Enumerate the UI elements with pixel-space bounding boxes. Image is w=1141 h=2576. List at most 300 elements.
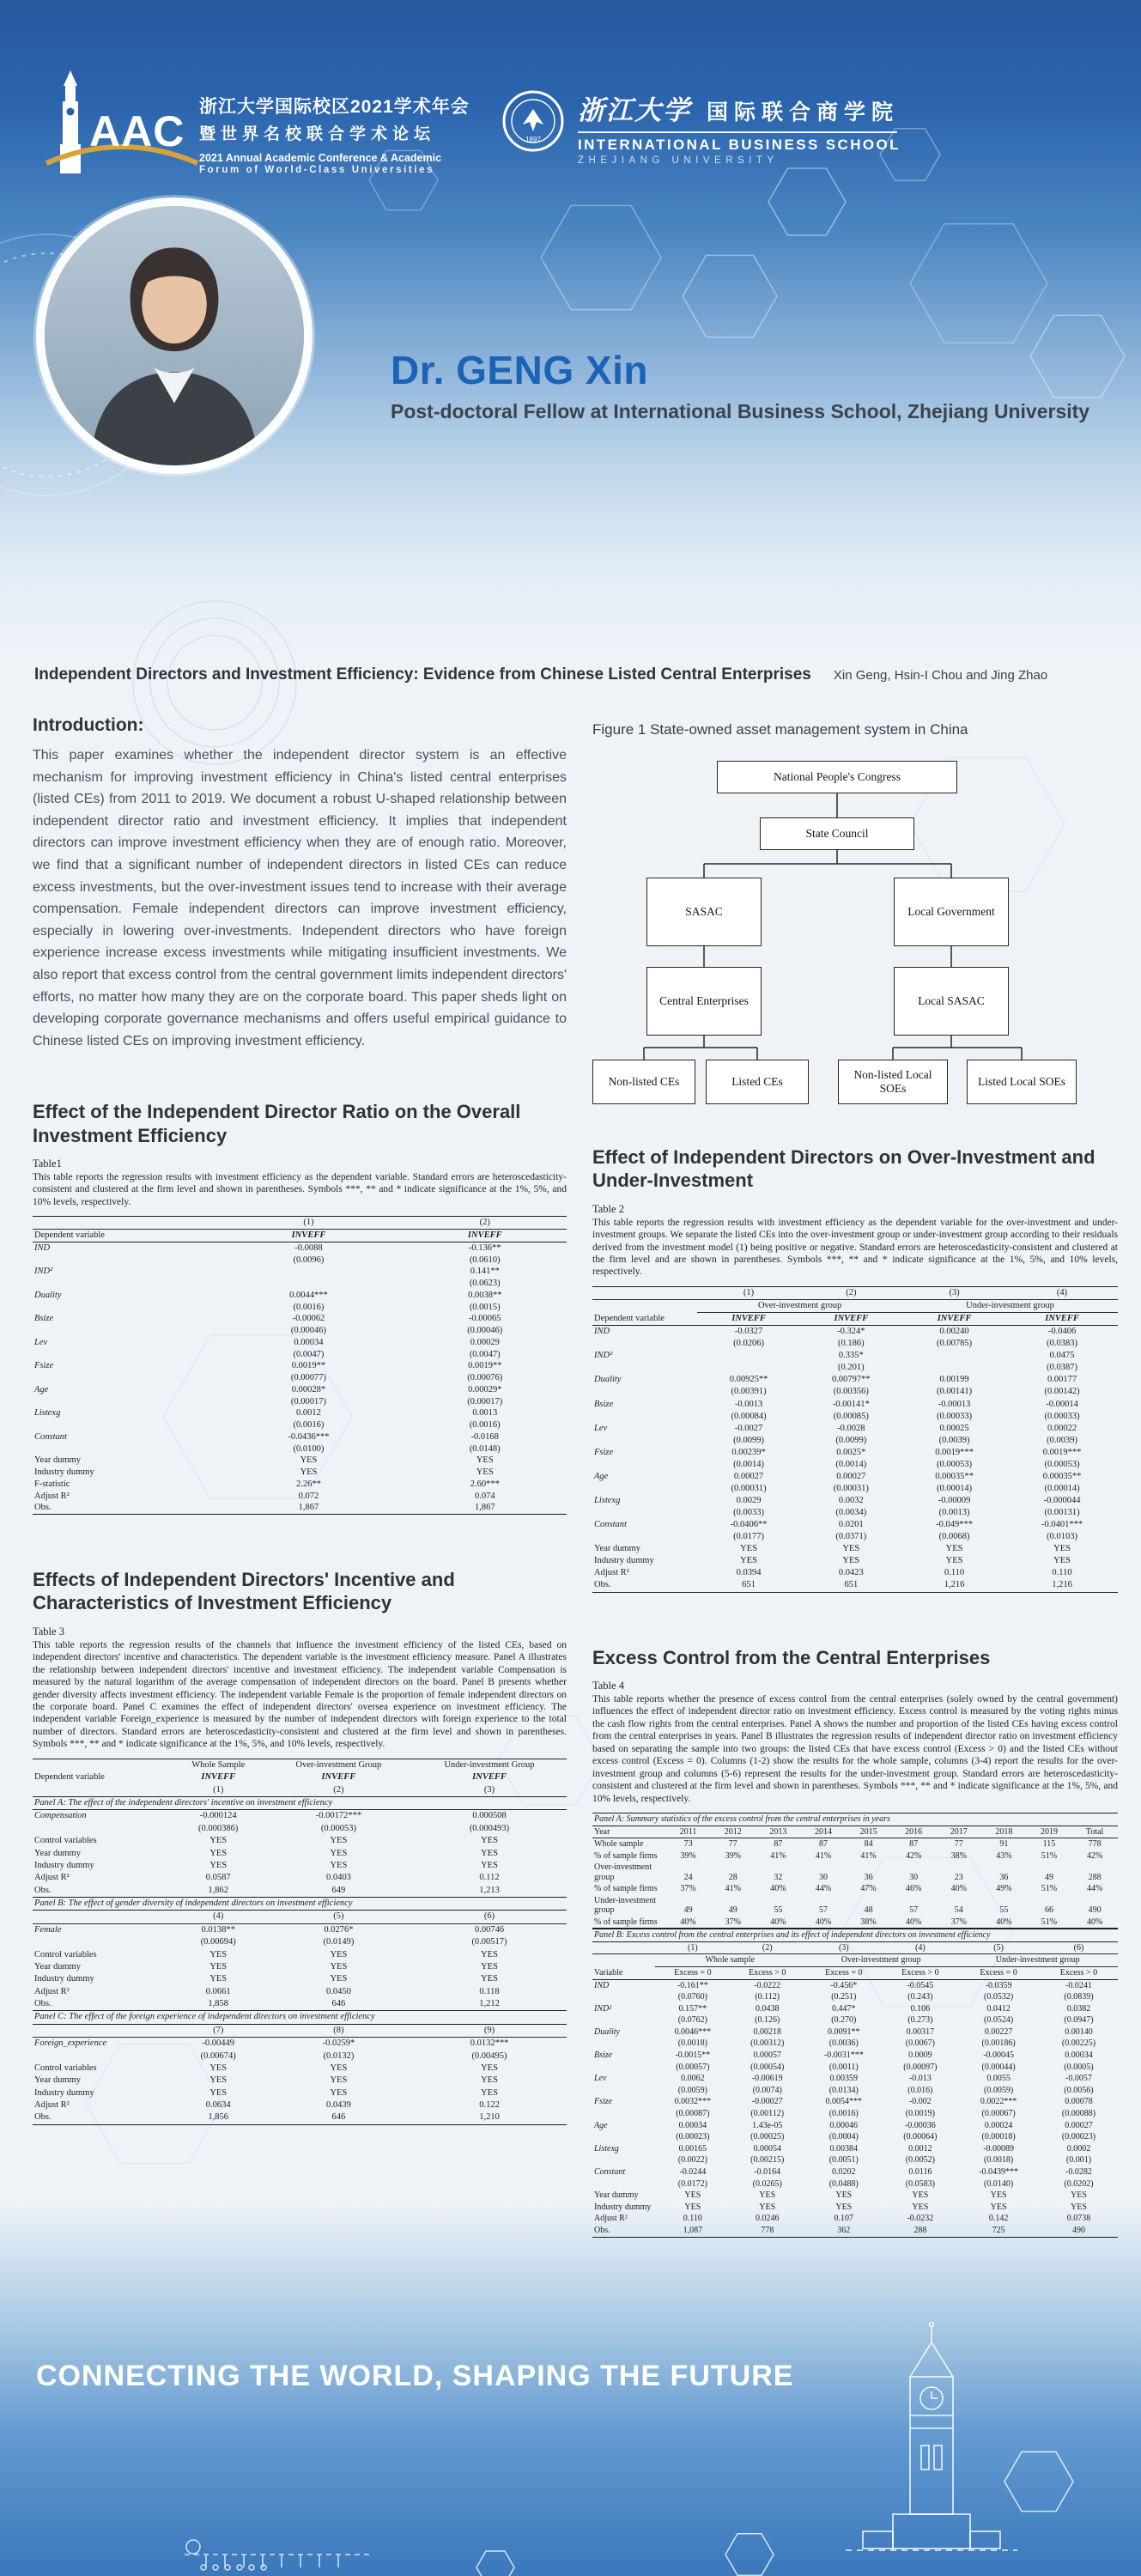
table-cell: [592, 2108, 655, 2120]
table-cell: 0.0013: [472, 1408, 498, 1419]
table-cell: -0.0439***: [979, 2167, 1019, 2178]
table-cell: 0.112: [479, 1873, 500, 1883]
table-cell: -0.0222: [754, 1980, 781, 1990]
table-cell: 0.0475: [1049, 1351, 1075, 1361]
table-cell: 0.110: [1052, 1568, 1072, 1578]
table-cell: (0.0148): [469, 1443, 501, 1454]
table-cell: -0.161**: [677, 1980, 708, 1990]
table-cell: (6): [412, 1911, 567, 1923]
table-cell: Age: [594, 2120, 608, 2130]
table-cell: -0.456*: [830, 1980, 858, 1990]
table-cell: [33, 1255, 214, 1267]
table-cell: 51%: [1027, 1917, 1072, 1929]
table-cell: [33, 1278, 214, 1290]
table-cell: 40%: [801, 1917, 847, 1929]
table-cell: 0.110: [683, 2214, 702, 2224]
table-cell: -0.324*: [837, 1327, 865, 1337]
table-cell: (0.0074): [752, 2085, 782, 2095]
table-cell: 651: [697, 1579, 799, 1592]
table-cell: 0.00025: [939, 1423, 969, 1433]
table-cell: 0.0019***: [935, 1447, 974, 1457]
table-cell: [592, 1411, 697, 1423]
school-logo-block: [501, 88, 901, 166]
table-cell: YES: [209, 1860, 228, 1870]
table-cell: 0.00027: [733, 1471, 764, 1481]
table-cell: YES: [835, 2202, 853, 2212]
table-cell: 57: [909, 1905, 919, 1916]
table-cell: (0.243): [907, 1992, 933, 2002]
table-cell: (0.0016): [828, 2109, 859, 2119]
table-cell: Excess > 0: [883, 1966, 957, 1979]
table-cell: INVEFF: [321, 1772, 356, 1783]
table-cell: 84: [864, 1839, 873, 1850]
table-cell: Year: [592, 1826, 666, 1838]
school-cn-name: 国际联合商学院: [707, 100, 900, 125]
table-cell: INVEFF: [201, 1772, 236, 1783]
table-cell: 51%: [1041, 1884, 1058, 1894]
table-cell: 288: [883, 2225, 957, 2237]
table-cell: 77: [728, 1839, 737, 1850]
table-cell: (0.0052): [905, 2155, 935, 2166]
table-cell: 40%: [891, 1917, 937, 1929]
table-cell: 40%: [756, 1917, 801, 1929]
table-cell: 39%: [680, 1850, 696, 1861]
table-cell: (0.0387): [1047, 1363, 1077, 1373]
table-cell: -0.0282: [1065, 2167, 1092, 2178]
table-cell: 0.0450: [325, 1986, 351, 1996]
table-cell: 1,867: [404, 1502, 567, 1514]
table-cell: (0.0022): [677, 2155, 707, 2166]
table-cell: (0.0067): [905, 2038, 935, 2049]
table-cell: 41%: [860, 1850, 877, 1861]
table-cell: 0.00359: [829, 2074, 859, 2084]
table-cell: (0.00044): [981, 2062, 1016, 2072]
table-cell: -0.0232: [907, 2214, 934, 2224]
table-cell: YES: [209, 2063, 228, 2073]
section3-heading: Effects of Independent Directors' Incentive and Characteristics of Investment Efficiency: [33, 1569, 455, 1614]
table-cell: 87: [818, 1839, 828, 1850]
node-state-council: State Council: [760, 817, 914, 850]
table-cell: IND²: [594, 1351, 613, 1361]
table-cell: (0.0016): [469, 1420, 501, 1431]
table-cell: 646: [265, 2111, 412, 2124]
table-cell: IND: [594, 1327, 610, 1337]
table-cell: (0.0762): [677, 2015, 707, 2026]
table-cell: 44%: [1086, 1884, 1103, 1894]
table-cell: 725: [957, 2225, 1040, 2237]
table-cell: Under-investment Group: [412, 1759, 567, 1771]
table-cell: (0.00517): [471, 1937, 507, 1947]
table-cell: (0.270): [831, 2015, 857, 2026]
table-cell: Under-investment group: [902, 1300, 1118, 1313]
table-cell: [592, 2038, 655, 2050]
table-cell: (0.0134): [828, 2085, 859, 2095]
table-cell: 2014: [801, 1826, 847, 1838]
table-cell: (3): [804, 1941, 883, 1954]
table-cell: INVEFF: [404, 1230, 567, 1242]
table-cell: (0.0011): [828, 2062, 859, 2072]
person-title: Post-doctoral Fellow at International Business School, Zhejiang University: [391, 400, 1090, 422]
table-cell: (0.0623): [469, 1279, 501, 1289]
table-cell: (0.016): [907, 2085, 933, 2095]
table-cell: -0.00089: [983, 2143, 1015, 2154]
table-cell: (0.0033): [733, 1508, 764, 1518]
profile-photo: [45, 206, 304, 465]
table-cell: Panel B: The effect of gender diversity of independent directors on investment efficiency: [33, 1898, 567, 1911]
node-sasac: SASAC: [646, 878, 762, 946]
table-cell: Whole sample: [655, 1954, 804, 1967]
table-cell: 1,087: [655, 2225, 730, 2237]
table-cell: Fsize: [594, 1447, 614, 1457]
node-non-listed-local-soes: Non-listed Local SOEs: [838, 1060, 948, 1104]
table-cell: 40%: [1071, 1917, 1118, 1929]
table-cell: (0.0039): [938, 1435, 970, 1445]
table-cell: Variable: [592, 1966, 655, 1979]
table-cell: Dependent variable: [592, 1313, 697, 1326]
table-cell: Industry dummy: [34, 1860, 94, 1870]
table-cell: 115: [1042, 1839, 1056, 1850]
introduction-heading: Introduction:: [33, 715, 144, 735]
table-cell: Adjust R²: [594, 1568, 629, 1578]
person-name: Dr. GENG Xin: [391, 348, 648, 392]
table-cell: 0.00240: [939, 1327, 969, 1337]
table-cell: [902, 1350, 1006, 1362]
table-cell: Year dummy: [34, 2075, 82, 2086]
table-cell: Excess > 0: [1040, 1966, 1118, 1979]
table-cell: 0.00078: [1065, 2097, 1093, 2107]
table-cell: -0.136**: [468, 1242, 501, 1253]
table-cell: (0.00053): [1044, 1459, 1080, 1469]
section1-heading: Effect of the Independent Director Ratio on the Overall Investment Efficiency: [33, 1101, 521, 1146]
table-cell: INVEFF: [902, 1313, 1006, 1326]
table-cell: -0.0436***: [288, 1431, 330, 1442]
table-cell: 490: [1088, 1905, 1102, 1916]
table-cell: [592, 1991, 655, 2003]
table-cell: (0.00142): [1044, 1387, 1080, 1397]
table-cell: 38%: [846, 1917, 891, 1929]
table-cell: 0.141**: [470, 1267, 500, 1277]
table-cell: 51%: [1041, 1850, 1058, 1861]
table-cell: [33, 1419, 214, 1431]
school-text-block: [578, 88, 901, 166]
table-cell: (0.0383): [1047, 1339, 1077, 1349]
table-cell: YES: [481, 2087, 498, 2098]
table-cell: 37%: [936, 1917, 981, 1929]
table-cell: (0.00025): [750, 2132, 785, 2142]
table-cell: (0.001): [1065, 2155, 1092, 2166]
table-cell: 77: [954, 1839, 963, 1850]
table-cell: YES: [330, 2075, 348, 2086]
table-cell: % of sample firms: [594, 1850, 658, 1861]
table1: [33, 1216, 567, 1515]
table-cell: (0.00356): [833, 1387, 869, 1397]
table-cell: YES: [481, 1961, 498, 1971]
table-cell: (0.0051): [828, 2155, 859, 2166]
table-cell: YES: [481, 1836, 498, 1846]
table-cell: 0.157**: [678, 2003, 707, 2014]
table-cell: 46%: [906, 1884, 922, 1894]
table1-grid: [33, 1216, 567, 1515]
table-cell: 0.00199: [939, 1375, 969, 1385]
table-cell: [33, 1936, 172, 1948]
table-cell: (0.0015): [469, 1302, 501, 1312]
table-cell: Lev: [34, 1337, 48, 1347]
table-cell: Listexg: [594, 2143, 619, 2154]
table-cell: 36: [864, 1872, 873, 1882]
table-cell: (0.00064): [903, 2132, 938, 2142]
table-cell: 49%: [996, 1884, 1012, 1894]
section2-heading: Effect of Independent Directors on Over-Investment and Under-Investment: [592, 1146, 1095, 1192]
table-cell: -0.049***: [936, 1520, 973, 1530]
table-cell: (0.00046): [467, 1326, 503, 1336]
table-cell: -0.0259*: [322, 2038, 355, 2049]
table-cell: [902, 1362, 1006, 1374]
table-cell: 0.447*: [832, 2003, 856, 2014]
table-cell: YES: [330, 1848, 348, 1858]
table-cell: 0.0276*: [324, 1924, 354, 1935]
table-cell: Constant: [594, 2167, 626, 2178]
table-cell: [697, 1350, 799, 1362]
table-cell: (0.0036): [828, 2038, 859, 2049]
table-cell: Excess = 0: [804, 1966, 883, 1979]
table-cell: (0.00053): [320, 1823, 356, 1833]
table-cell: (0.0034): [835, 1508, 867, 1518]
table-cell: [33, 1911, 172, 1923]
table-cell: Industry dummy: [34, 1467, 94, 1478]
table-cell: YES: [759, 2190, 776, 2201]
table-cell: YES: [481, 2075, 498, 2086]
conference-title-en-line2: Forum of World-Class Universities: [199, 165, 435, 175]
table-cell: 0.0138**: [201, 1924, 235, 1935]
table-cell: Year dummy: [34, 1961, 82, 1971]
table-cell: (2): [265, 1784, 412, 1797]
node-local-sasac: Local SASAC: [894, 967, 1009, 1036]
table-cell: Bsize: [594, 2050, 613, 2061]
table-cell: [33, 1823, 172, 1835]
table-cell: 43%: [996, 1850, 1012, 1861]
table-cell: 0.106: [910, 2003, 931, 2014]
table-cell: (0.0016): [293, 1420, 325, 1431]
table-cell: 0.0634: [205, 2100, 231, 2111]
table-cell: [592, 1941, 655, 1954]
table-cell: 0.000508: [472, 1811, 507, 1821]
table-cell: -0.0327: [734, 1327, 763, 1337]
seal-year: 1897: [525, 136, 541, 143]
table-cell: (0.126): [755, 2015, 780, 2026]
table-cell: 0.0661: [205, 1986, 231, 1996]
table-cell: 0.074: [474, 1491, 495, 1501]
table2-note: This table reports the regression results with investment efficiency as the dependent variable for the over-investment and under-investment groups. We separate the listed CEs into the over-investment group or under-investment group according to their residuals derived from the investment model (1) being positive or negative. Standard errors are heteroscedasticity-consistent and clustered at the firm level and are shown in parentheses. Symbols ***, ** and * indicate significance at the 1%, 5%, and 10% levels, respectively.: [592, 1217, 1118, 1278]
table-cell: YES: [1053, 1544, 1071, 1554]
table-cell: Listexg: [34, 1408, 61, 1419]
table-cell: -0.00014: [1046, 1399, 1078, 1409]
table-cell: (0.00141): [937, 1387, 973, 1397]
table-cell: 0.00054: [753, 2143, 781, 2154]
table-cell: (0.251): [831, 1992, 857, 2002]
table-cell: 0.0002: [1066, 2143, 1091, 2154]
table-cell: (0.0056): [1064, 2085, 1094, 2095]
table-cell: YES: [330, 2087, 348, 2098]
table-cell: (0.0140): [984, 2178, 1014, 2189]
table-cell: Lev: [594, 1423, 608, 1433]
table-cell: 778: [1088, 1839, 1102, 1850]
table-cell: (0.00694): [200, 1937, 236, 1947]
table-cell: [592, 2085, 655, 2097]
table-cell: YES: [209, 2075, 228, 2086]
table-cell: YES: [945, 1556, 963, 1566]
table-cell: 0.0044***: [289, 1290, 328, 1300]
table-cell: (0.0099): [835, 1435, 867, 1445]
section-table4: [592, 1646, 1118, 2238]
table-cell: 0.0439: [325, 2100, 351, 2111]
table-cell: [33, 1325, 214, 1337]
table-cell: -0.0013: [734, 1399, 763, 1409]
table-cell: (0.0177): [733, 1532, 764, 1542]
table-cell: Obs.: [34, 1885, 52, 1895]
table-cell: [592, 1954, 655, 1967]
table-cell: (2): [404, 1217, 567, 1230]
table-cell: (3): [902, 1286, 1006, 1299]
table-cell: (0.00033): [937, 1411, 973, 1421]
table-cell: Adjust R²: [34, 1491, 70, 1501]
table-cell: 0.0091**: [828, 2026, 860, 2037]
table-cell: Lev: [594, 2074, 607, 2084]
table-cell: Panel C: The effect of the foreign experience of independent directors on investment efficiency: [33, 2011, 567, 2024]
table-cell: (0.00046): [290, 1326, 327, 1336]
right-column: [592, 720, 1118, 2238]
table-cell: [33, 1396, 214, 1408]
table-cell: (0.0005): [1064, 2062, 1094, 2072]
table-cell: -0.00065: [468, 1314, 501, 1324]
table-cell: 288: [1088, 1872, 1102, 1882]
table-cell: 0.00925**: [729, 1375, 768, 1385]
table-cell: YES: [1071, 2202, 1087, 2212]
table-cell: 0.00746: [474, 1924, 505, 1935]
table-cell: (7): [172, 2024, 265, 2037]
conference-title-cn-line1: 浙江大学国际校区2021学术年会: [199, 97, 470, 117]
table-cell: [33, 1443, 214, 1455]
table-cell: YES: [481, 1974, 498, 1984]
table-cell: Dependent variable: [33, 1230, 214, 1242]
table-cell: Year dummy: [594, 1544, 641, 1554]
table-cell: 49: [683, 1905, 693, 1916]
table-cell: 23: [954, 1872, 963, 1882]
table-cell: 87: [909, 1839, 919, 1850]
table-cell: Foreign_experience: [34, 2038, 107, 2049]
table-cell: YES: [1053, 1556, 1071, 1566]
conference-title-block: [199, 93, 470, 175]
table-cell: (1): [697, 1286, 799, 1299]
table-cell: YES: [476, 1467, 494, 1478]
left-column: [33, 715, 567, 2125]
table-cell: (4): [172, 1911, 265, 1923]
table-cell: Control variables: [34, 2063, 97, 2073]
table-cell: (0.0202): [1064, 2178, 1094, 2189]
table-cell: (0.00017): [290, 1396, 327, 1406]
table-cell: 0.00034: [1065, 2050, 1093, 2061]
table-cell: -0.013: [908, 2074, 932, 2084]
table-cell: (0.00112): [750, 2109, 785, 2119]
table-cell: 1,867: [214, 1502, 403, 1514]
clock-tower-sketch-icon: [846, 2317, 1017, 2557]
table-cell: [592, 2014, 655, 2026]
table-cell: 0.00035**: [935, 1471, 974, 1481]
table-cell: Industry dummy: [34, 1974, 94, 1984]
table-cell: (0.00785): [937, 1339, 973, 1349]
table-cell: [33, 1372, 214, 1384]
table-cell: -0.0406: [1047, 1327, 1077, 1337]
table-cell: Adjust R²: [34, 1986, 70, 1996]
table-cell: YES: [990, 2202, 1007, 2212]
table-cell: (0.0059): [984, 2085, 1014, 2095]
table-cell: Control variables: [34, 1949, 97, 1959]
table-cell: -0.002: [908, 2097, 932, 2107]
table-cell: 42%: [1086, 1850, 1103, 1861]
table-cell: YES: [330, 1836, 348, 1846]
zju-seal-icon: [501, 88, 566, 154]
footer-slogan: CONNECTING THE WORLD, SHAPING THE FUTURE: [36, 2360, 794, 2392]
table-cell: (0.0014): [835, 1459, 867, 1469]
table-cell: YES: [330, 2063, 348, 2073]
table-cell: (0.00033): [1044, 1411, 1080, 1421]
table-cell: (0.00087): [676, 2109, 710, 2119]
table-cell: -0.0241: [1065, 1980, 1092, 1990]
table1-label: Table1: [33, 1157, 62, 1170]
conference-title-cn-line2: 暨世界名校联合学术论坛: [199, 125, 436, 143]
table-cell: 0.0116: [908, 2167, 932, 2178]
table-cell: (0.0371): [835, 1532, 867, 1542]
table-cell: 0.00140: [1065, 2026, 1093, 2037]
table-cell: 1,216: [1006, 1579, 1118, 1592]
table-cell: % of sample firms: [592, 1917, 666, 1929]
table-cell: 2016: [891, 1826, 937, 1838]
table-cell: 0.107: [834, 2214, 854, 2224]
table-cell: 0.00027: [836, 1471, 866, 1481]
table-cell: (0.00023): [676, 2132, 710, 2142]
table-cell: YES: [476, 1455, 494, 1466]
table-cell: IND: [594, 1980, 610, 1990]
table-cell: [214, 1278, 403, 1290]
table-cell: Industry dummy: [34, 2087, 94, 2098]
table-cell: (0.00215): [750, 2155, 785, 2166]
school-en-university: ZHEJIANG UNIVERSITY: [578, 155, 779, 166]
table-cell: 0.0019**: [468, 1361, 502, 1371]
table-cell: IND: [34, 1242, 51, 1253]
table-cell: 91: [999, 1839, 1009, 1850]
table-cell: YES: [912, 2202, 929, 2212]
table-cell: 651: [800, 1579, 902, 1592]
table-cell: YES: [209, 1848, 228, 1858]
table-cell: YES: [740, 1544, 757, 1554]
table-cell: -0.0164: [754, 2167, 781, 2178]
table-cell: Constant: [34, 1431, 67, 1442]
table-cell: Control variables: [34, 1836, 97, 1846]
table-cell: (0.00674): [200, 2050, 236, 2061]
table-cell: 41%: [815, 1850, 832, 1861]
section4-heading: Excess Control from the Central Enterprises: [592, 1646, 991, 1668]
table-cell: 778: [730, 2225, 804, 2237]
table-cell: 28: [728, 1872, 737, 1882]
table-cell: Adjust R²: [34, 2100, 70, 2111]
table-cell: YES: [209, 1836, 228, 1846]
table-cell: -0.000124: [199, 1811, 237, 1821]
table-cell: 0.00239*: [731, 1447, 766, 1457]
table-cell: (0.0172): [677, 2178, 707, 2189]
table-cell: INVEFF: [214, 1230, 403, 1242]
table-cell: 0.00057: [753, 2050, 781, 2061]
table-cell: YES: [842, 1544, 860, 1554]
table-cell: (0.000386): [198, 1823, 239, 1833]
